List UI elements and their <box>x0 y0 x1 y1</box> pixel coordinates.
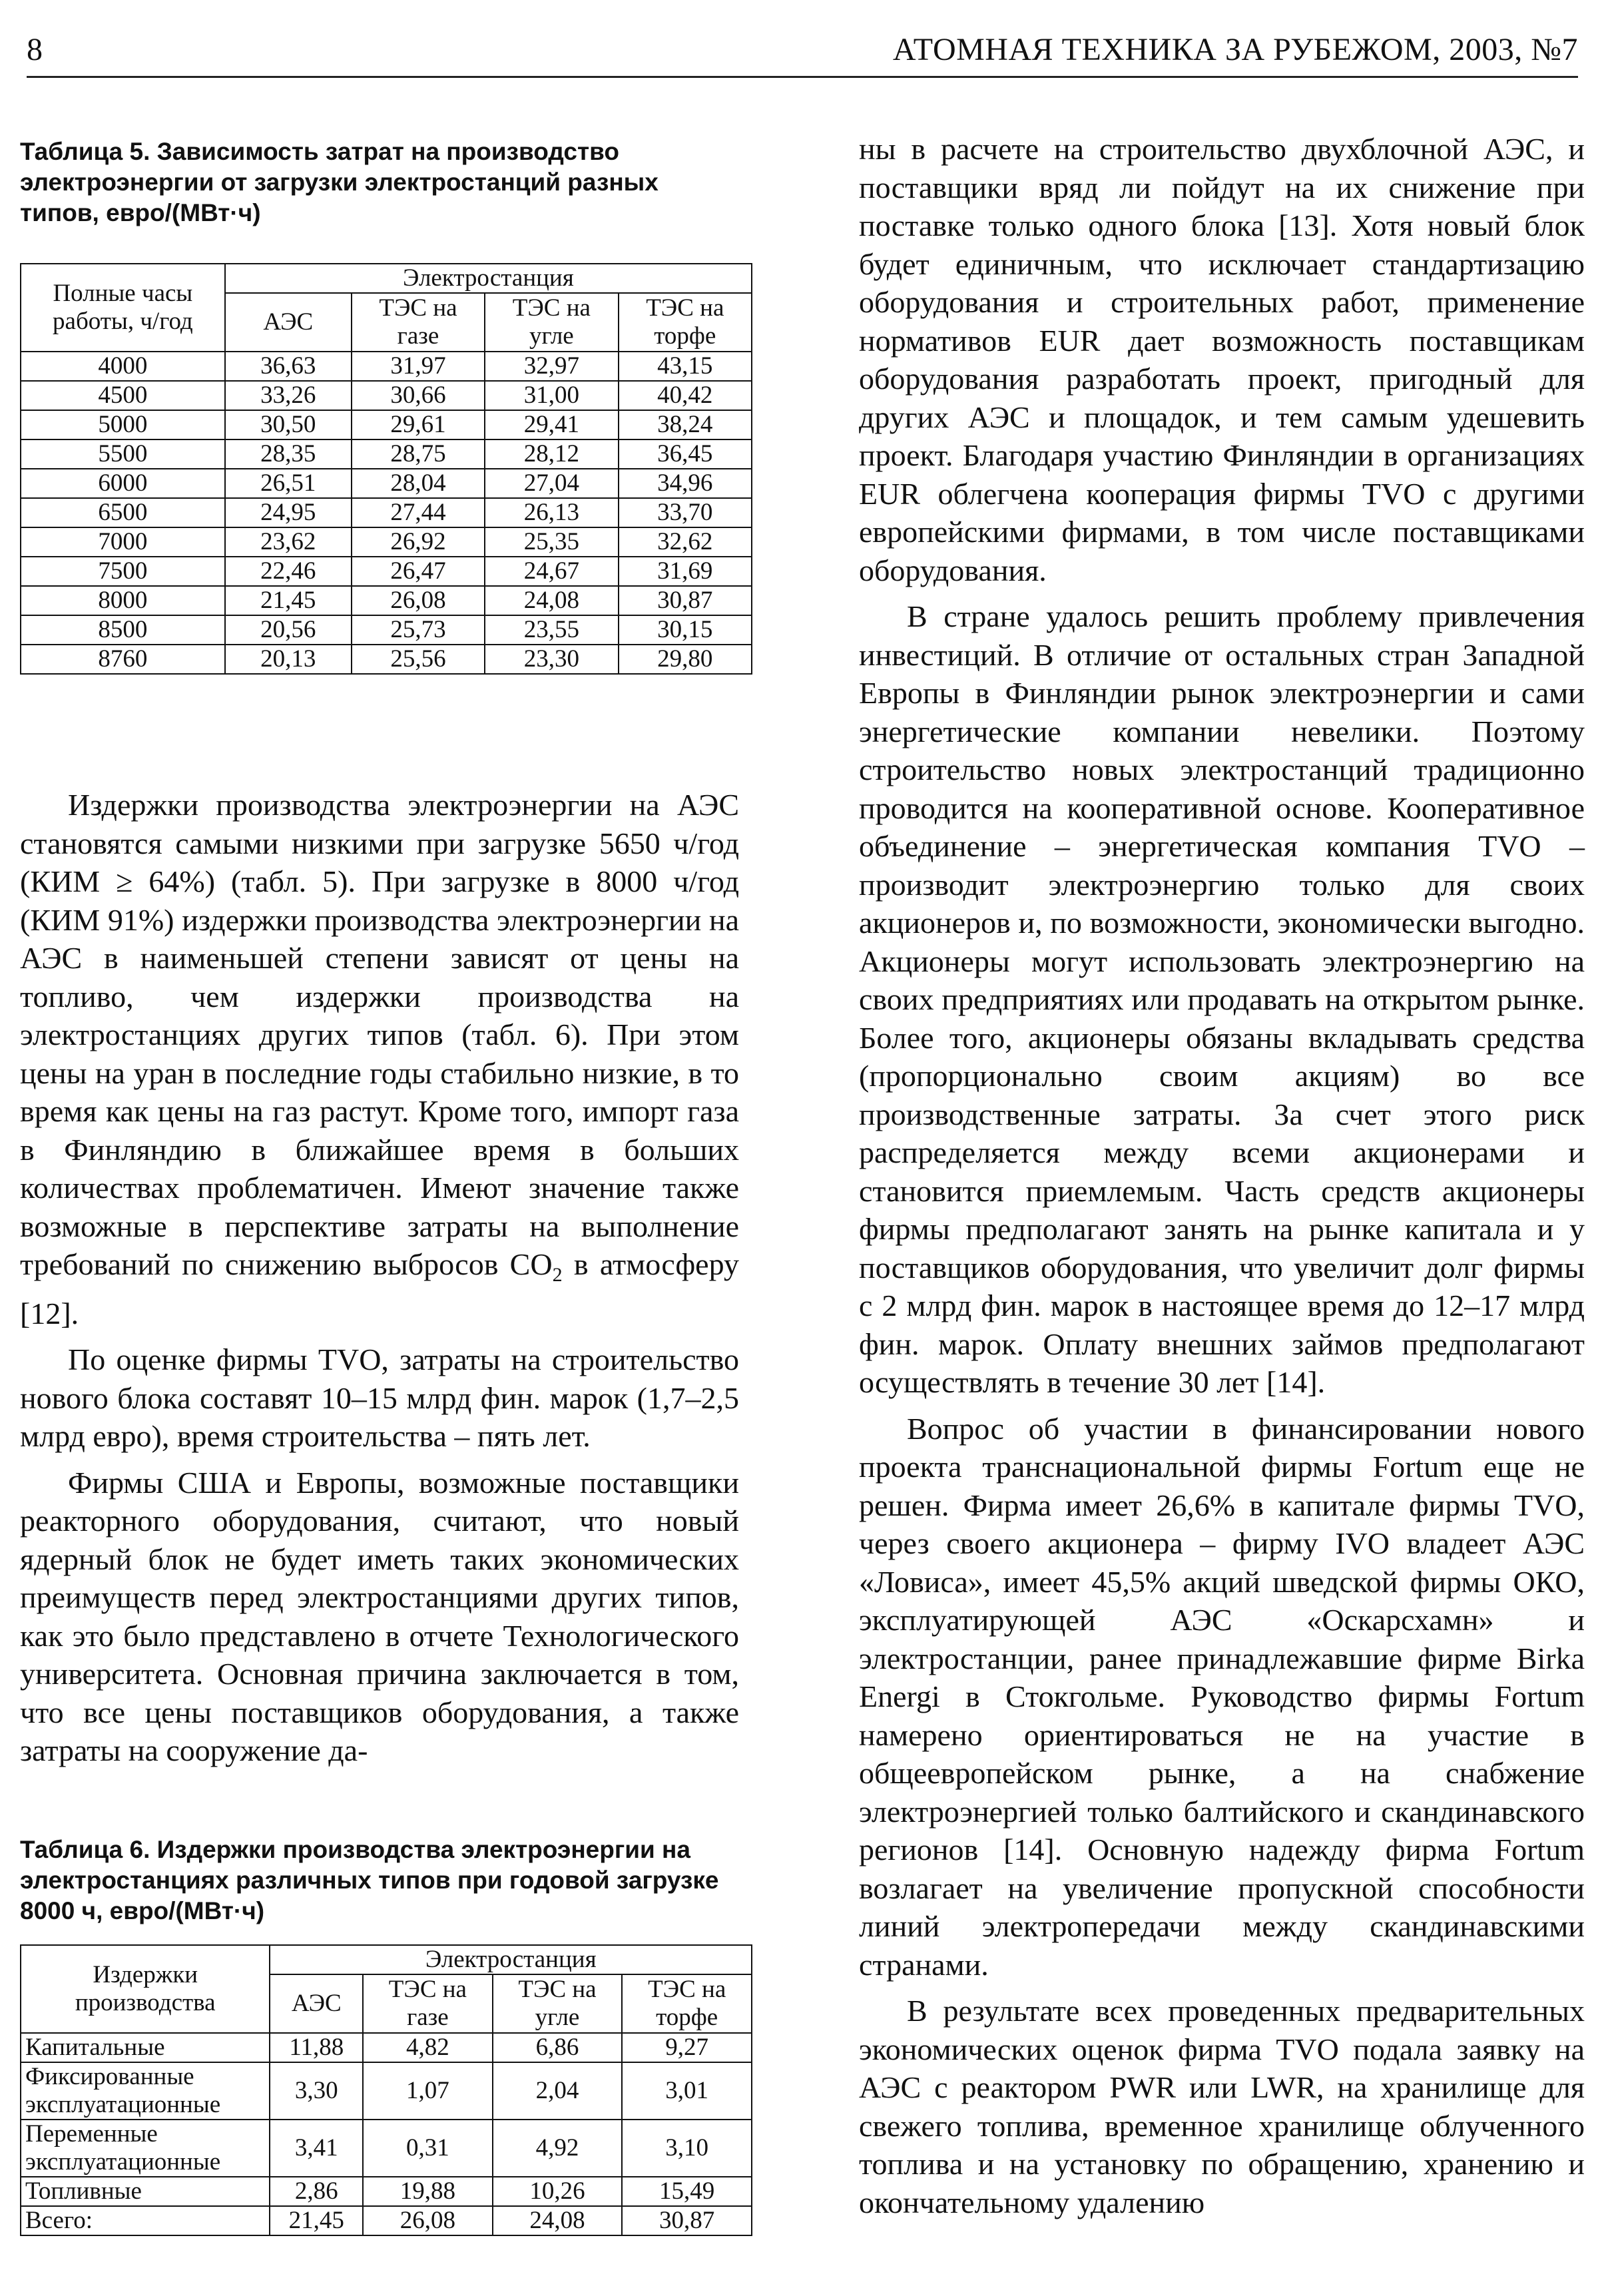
table6-body <box>21 2033 752 2235</box>
table5-cell: 26,08 <box>352 586 485 615</box>
left-text <box>20 786 739 1770</box>
table5-row <box>21 439 752 469</box>
table5-caption: Таблица 5. Зависимость затрат на производство электроэнергии от загрузки электростанций разных типов, евро/(МВт·ч) <box>20 138 659 226</box>
table5-row <box>21 615 752 645</box>
table6-cell: 3,41 <box>270 2120 363 2177</box>
table5-col-header: АЭС <box>225 293 352 352</box>
table6-row <box>21 2206 752 2235</box>
table6-cell: 26,08 <box>363 2206 493 2235</box>
table5-cell: 33,26 <box>225 381 352 410</box>
table6-cell: 1,07 <box>363 2062 493 2120</box>
paragraph: По оценке фирмы TVO, затраты на строительство нового блока составят 10–15 млрд фин. марок (1,7–2,5 млрд евро), время строительства – пять лет. <box>20 1342 739 1454</box>
table5-cell: 24,08 <box>485 586 618 615</box>
table5-cell: 28,35 <box>225 439 352 469</box>
right-text <box>859 130 1585 2221</box>
table6-cell: 6,86 <box>493 2033 623 2062</box>
table5-row <box>21 381 752 410</box>
table5-cell: 20,56 <box>225 615 352 645</box>
table5-cell: 43,15 <box>619 352 752 381</box>
table5-cell: 27,44 <box>352 498 485 527</box>
table5-row <box>21 557 752 586</box>
table5-row-label: 5500 <box>21 439 225 469</box>
table5-cell: 36,63 <box>225 352 352 381</box>
table6-cell: 11,88 <box>270 2033 363 2062</box>
table5-row <box>21 410 752 439</box>
table5-cell: 23,62 <box>225 527 352 557</box>
table6-row-label: Топливные <box>21 2177 270 2206</box>
table5-cell: 29,80 <box>619 645 752 674</box>
table6-col-header: АЭС <box>270 1974 363 2033</box>
table6-col-header: ТЭС на газе <box>363 1974 493 2033</box>
table5-cell: 28,75 <box>352 439 485 469</box>
table6-cell: 3,30 <box>270 2062 363 2120</box>
table5-cell: 30,15 <box>619 615 752 645</box>
table5-row-header: Полные часы работы, ч/год <box>21 264 225 352</box>
paragraph: В стране удалось решить проблему привлечения инвестиций. В отличие от остальных стран Западной Европы в Финляндии рынок электроэнергии и сами энергетические компании невелики. Поэтому строительство новых электростанций традиционно проводится на кооперативной основе. Кооперативное объединение – энергетическая компания TVO – производит электроэнергию только для своих акционеров и, по возможности, экономически выгодно. Акционеры могут использовать электроэнергию на своих предприятиях или продавать на открытом рынке. Более того, акционеры обязаны вкладывать средства (пропорционально своим акциям) во все производственные затраты. За счет этого риск распределяется между всеми акционерами и становится приемлемым. Часть средств акционеры фирмы предполагают занять на рынке капитала и у поставщиков оборудования, что увеличит долг фирмы с 2 млрд фин. марок в настоящее время до 12–17 млрд фин. марок. Оплату внешних займов предполагают осуществлять в течение 30 лет [14]. <box>859 599 1585 1399</box>
table6-row-label: Капитальные <box>21 2033 270 2062</box>
table5-cell: 25,56 <box>352 645 485 674</box>
table5-cell: 25,73 <box>352 615 485 645</box>
table5-row-label: 6500 <box>21 498 225 527</box>
table5-cell: 30,66 <box>352 381 485 410</box>
table5-cell: 26,13 <box>485 498 618 527</box>
table5-row-label: 4500 <box>21 381 225 410</box>
table6-cell: 15,49 <box>622 2177 752 2206</box>
paragraph <box>20 786 739 1332</box>
table6-row <box>21 2062 752 2120</box>
table5-row-label: 5000 <box>21 410 225 439</box>
table5-cell: 23,55 <box>485 615 618 645</box>
paragraph: В результате всех проведенных предварительных экономических оценок фирма TVO подала заявку на АЭС с реактором PWR или LWR, на хранилище для свежего топлива, временное хранилище облученного топлива и на установку по обращению, хранению и окончательному удалению <box>859 1994 1585 2219</box>
table5-cell: 24,67 <box>485 557 618 586</box>
table5-cell: 33,70 <box>619 498 752 527</box>
table6-cell: 3,01 <box>622 2062 752 2120</box>
journal-title: АТОМНАЯ ТЕХНИКА ЗА РУБЕЖОМ, 2003, №7 <box>892 32 1578 67</box>
table5-cell: 34,96 <box>619 469 752 498</box>
table5-col-header: ТЭС на угле <box>485 293 618 352</box>
table5-cell: 20,13 <box>225 645 352 674</box>
table6-cell: 4,92 <box>493 2120 623 2177</box>
table6-col-header: ТЭС на торфе <box>622 1974 752 2033</box>
table5-col-header: ТЭС на торфе <box>619 293 752 352</box>
table5-row <box>21 352 752 381</box>
table6-group-header: Электростанция <box>270 1945 752 1974</box>
table6-cell: 0,31 <box>363 2120 493 2177</box>
table6-row-label: Фиксированные эксплуатационные <box>21 2062 270 2120</box>
table5-cell: 31,69 <box>619 557 752 586</box>
table5-row <box>21 469 752 498</box>
table5-row-label: 6000 <box>21 469 225 498</box>
table5-cell: 25,35 <box>485 527 618 557</box>
table5 <box>20 263 752 675</box>
table5-col-header: ТЭС на газе <box>352 293 485 352</box>
table5-row <box>21 527 752 557</box>
table6 <box>20 1944 752 2236</box>
table5-cell: 32,97 <box>485 352 618 381</box>
page-header <box>27 27 1578 73</box>
table5-cell: 28,12 <box>485 439 618 469</box>
table6-cell: 4,82 <box>363 2033 493 2062</box>
table5-row-label: 4000 <box>21 352 225 381</box>
table6-row-label: Всего: <box>21 2206 270 2235</box>
table5-cell: 30,50 <box>225 410 352 439</box>
table6-row <box>21 2177 752 2206</box>
table5-cell: 38,24 <box>619 410 752 439</box>
page-number: 8 <box>27 32 43 67</box>
table5-cell: 31,00 <box>485 381 618 410</box>
table5-row <box>21 586 752 615</box>
table5-cell: 36,45 <box>619 439 752 469</box>
paragraph: Фирмы США и Европы, возможные поставщики реакторного оборудования, считают, что новый ядерный блок не будет иметь таких экономических преимуществ перед электростанциями других типов, как это было представлено в отчете Технологического университета. Основная причина заключается в том, что все цены поставщиков оборудования, а также затраты на сооружение да- <box>20 1465 739 1768</box>
table5-row-label: 8760 <box>21 645 225 674</box>
table5-cell: 31,97 <box>352 352 485 381</box>
table5-row-label: 7000 <box>21 527 225 557</box>
table5-cell: 24,95 <box>225 498 352 527</box>
table6-cell: 2,86 <box>270 2177 363 2206</box>
table5-group-header: Электростанция <box>225 264 752 293</box>
table6-row-label: Переменные эксплуатационные <box>21 2120 270 2177</box>
table5-cell: 21,45 <box>225 586 352 615</box>
table6-cell: 3,10 <box>622 2120 752 2177</box>
table6-cell: 30,87 <box>622 2206 752 2235</box>
table5-cell: 22,46 <box>225 557 352 586</box>
table6-cell: 24,08 <box>493 2206 623 2235</box>
table5-row <box>21 645 752 674</box>
table6-cell: 19,88 <box>363 2177 493 2206</box>
table5-body <box>21 352 752 674</box>
table5-cell: 27,04 <box>485 469 618 498</box>
table6-row <box>21 2120 752 2177</box>
table5-row <box>21 498 752 527</box>
table5-cell: 23,30 <box>485 645 618 674</box>
table6-caption-block <box>20 1835 726 1926</box>
table5-caption-block <box>20 137 712 228</box>
table6-cell: 9,27 <box>622 2033 752 2062</box>
table5-row-label: 7500 <box>21 557 225 586</box>
table5-cell: 40,42 <box>619 381 752 410</box>
table6-cell: 21,45 <box>270 2206 363 2235</box>
table5-cell: 26,51 <box>225 469 352 498</box>
paragraph: Вопрос об участии в финансировании нового проекта транснациональной фирмы Fortum еще не решен. Фирма имеет 26,6% в капитале фирмы TVO, через своего акционера – фирму IVO владеет АЭС «Ловиса», имеет 45,5% акций шведской фирмы ОКО, эксплуатирующей АЭС «Оскарсхамн» и электростанции, ранее принадлежавшие фирме Birka Energi в Стокгольме. Руководство фирмы Fortum намерено ориентироваться не на участие в общеевропейском рынке, а на снабжение электроэнергией только балтийского и скандинавского регионов [14]. Основную надежду фирма Fortum возлагает на увеличение пропускной способности линий электропередачи между скандинавскими странами. <box>859 1411 1585 1982</box>
table6-row <box>21 2033 752 2062</box>
table5-cell: 26,92 <box>352 527 485 557</box>
table6-cell: 10,26 <box>493 2177 623 2206</box>
subscript: 2 <box>552 1264 563 1287</box>
paragraph-text: в атмосферу [12]. <box>20 1247 739 1330</box>
table5-row-label: 8500 <box>21 615 225 645</box>
paragraph: ны в расчете на строительство двухблочной АЭС, и поставщики вряд ли пойдут на их снижение при поставке только одного блока [13]. Хотя новый блок будет единичным, что исключает стандартизацию оборудования и строительных работ, применение нормативов EUR дает возможность поставщикам оборудования разработать проект, пригодный для других АЭС и площадок, и тем самым удешевить проект. Благодаря участию Финляндии в организациях EUR облегчена кооперация фирмы TVO с другими европейскими фирмами, в том числе поставщиками оборудования. <box>859 132 1585 587</box>
table5-cell: 30,87 <box>619 586 752 615</box>
table5-row-label: 8000 <box>21 586 225 615</box>
table6-caption: Таблица 6. Издержки производства электроэнергии на электростанциях различных типов при годовой загрузке 8000 ч, евро/(МВт·ч) <box>20 1836 719 1924</box>
table5-cell: 29,41 <box>485 410 618 439</box>
table6-col-header: ТЭС на угле <box>493 1974 623 2033</box>
paragraph-text: Издержки производства электроэнергии на АЭС становятся самыми низкими при загрузке 5650 ч/год (КИМ ≥ 64%) (табл. 5). При загрузке в 8000 ч/год (КИМ 91%) издержки производства электроэнергии на АЭС в наименьшей степени зависят от цены на топливо, чем издержки производства на электростанциях других типов (табл. 6). При этом цены на уран в последние годы стабильно низкие, в то время как цены на газ растут. Кроме того, импорт газа в Финляндию в ближайшее время в больших количествах проблематичен. Имеют значение также возможные в перспективе затраты на выполнение требований по снижению выбросов CO <box>20 788 739 1281</box>
header-rule <box>27 76 1578 78</box>
table6-cell: 2,04 <box>493 2062 623 2120</box>
table5-cell: 32,62 <box>619 527 752 557</box>
table6-row-header: Издержки производства <box>21 1945 270 2033</box>
table5-cell: 29,61 <box>352 410 485 439</box>
table5-cell: 28,04 <box>352 469 485 498</box>
table5-cell: 26,47 <box>352 557 485 586</box>
